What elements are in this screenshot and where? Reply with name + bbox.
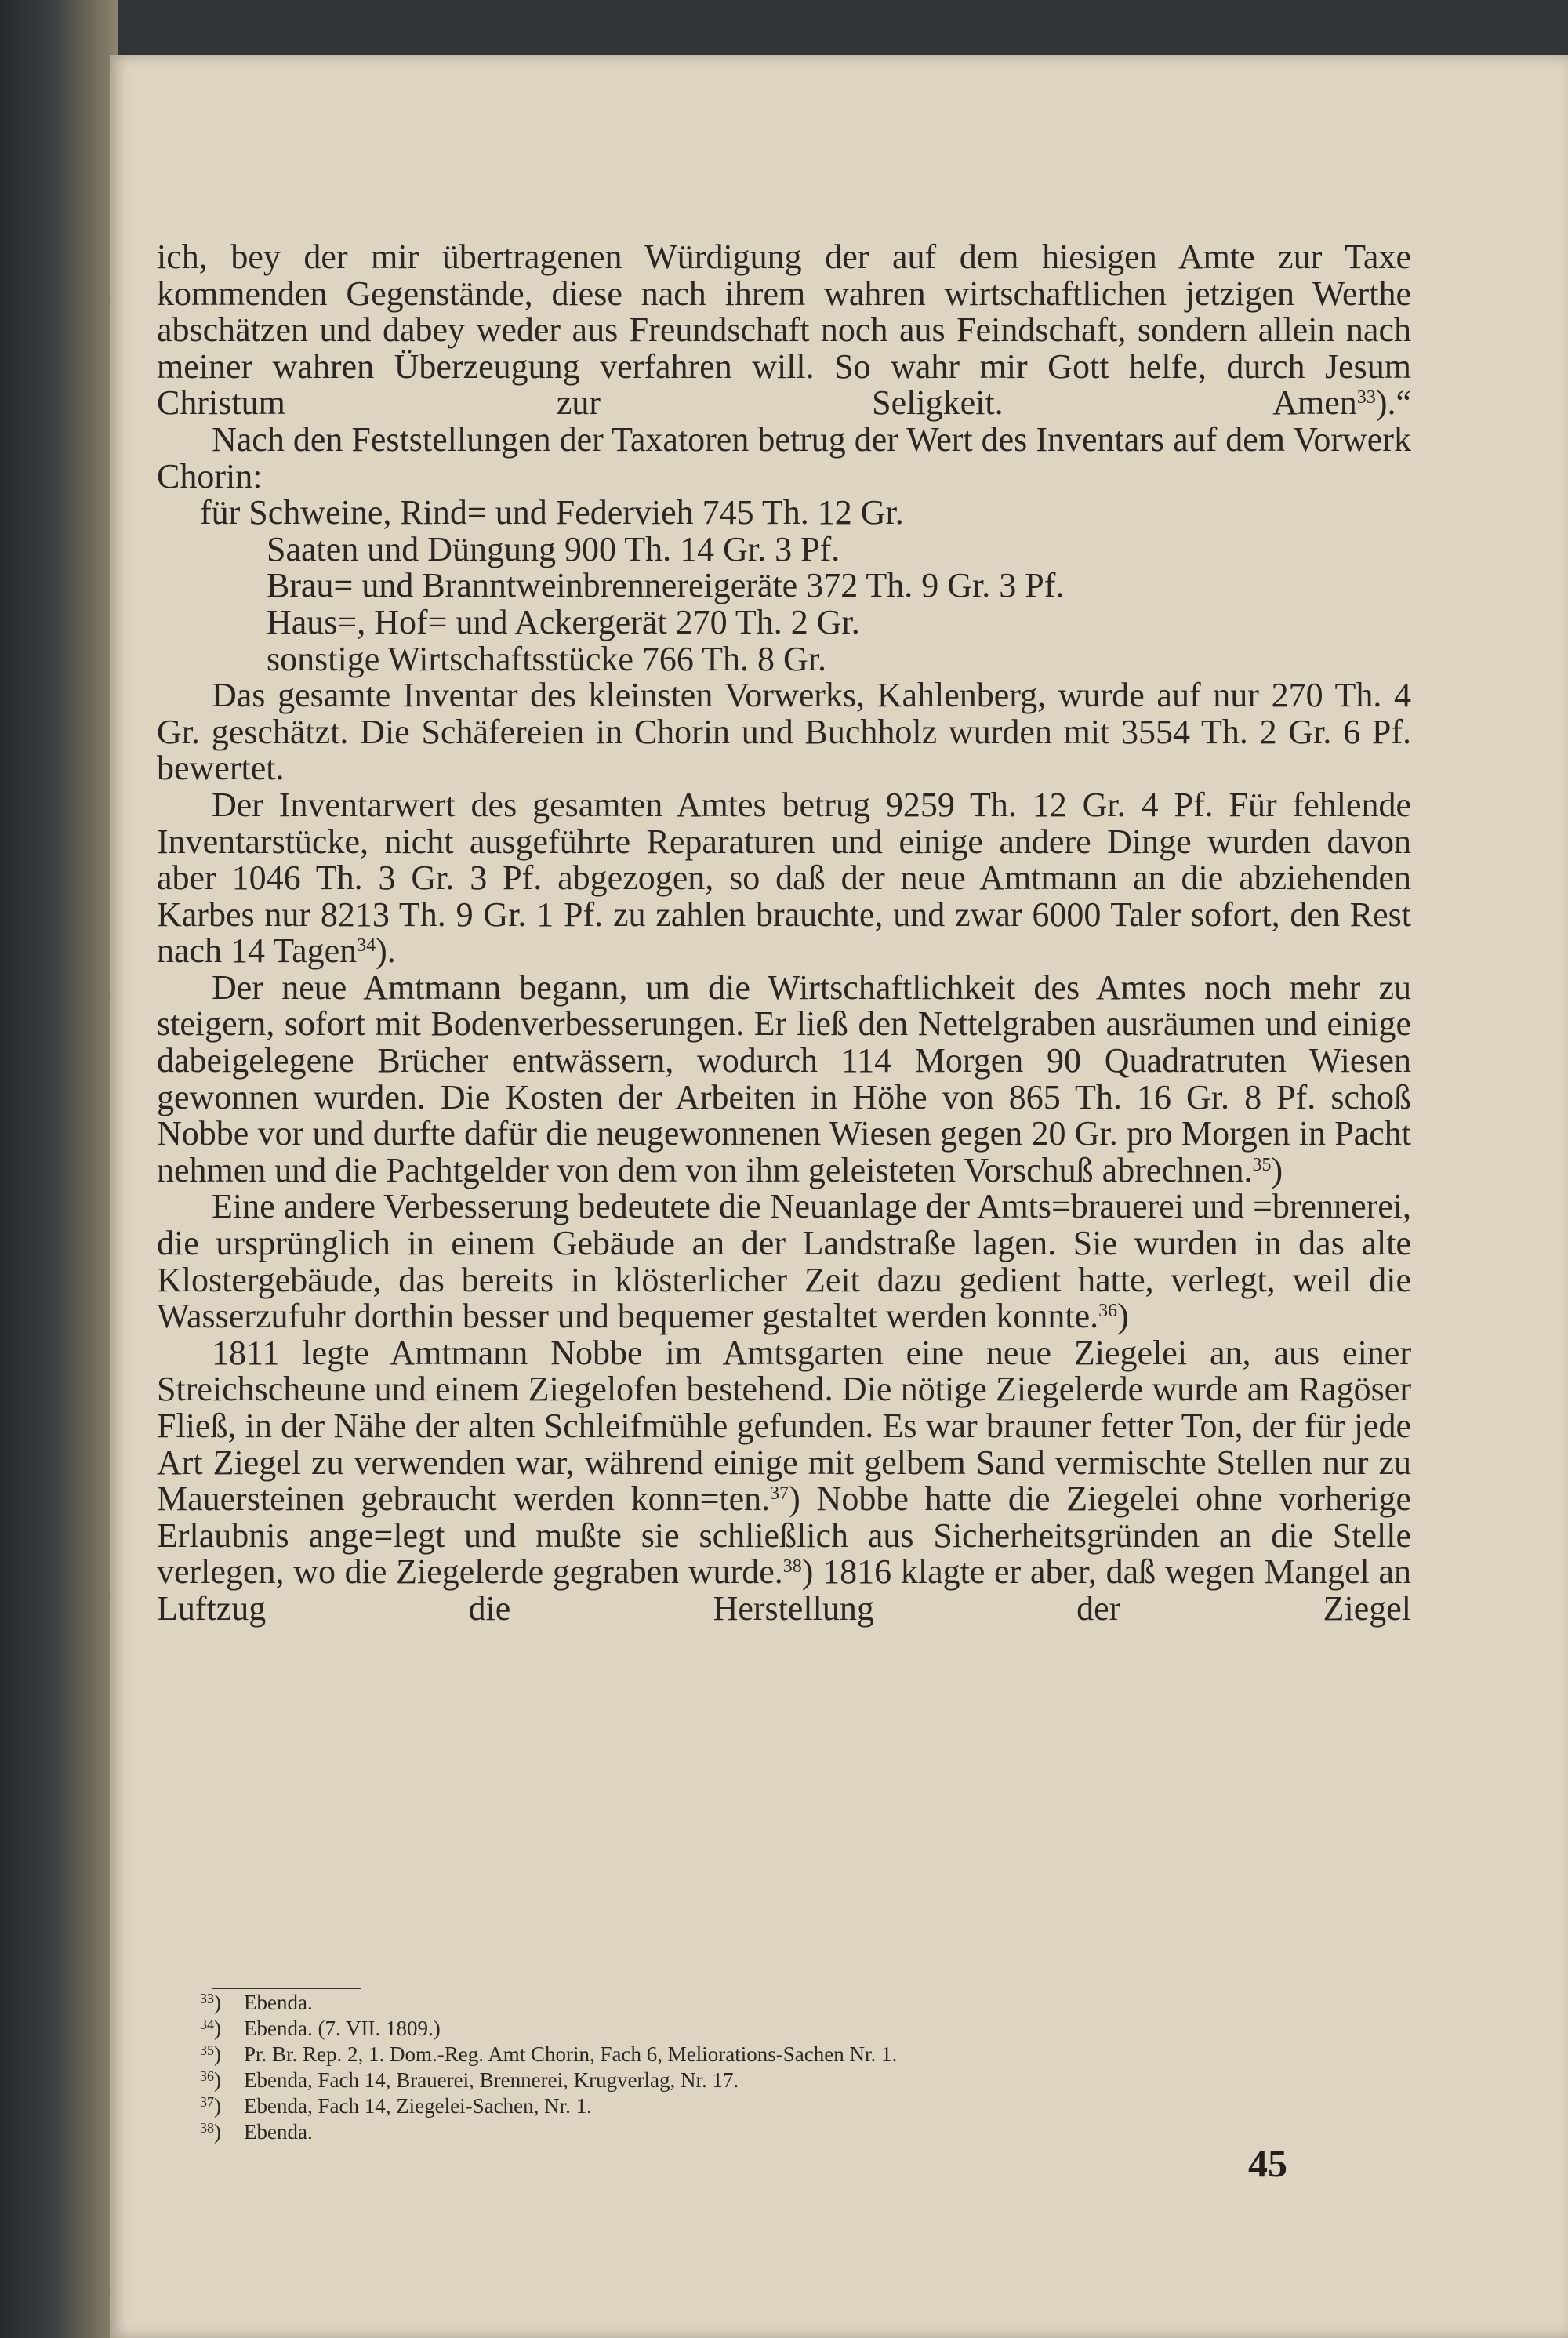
footnote-divider xyxy=(212,1988,361,1989)
footnote-number: 34 xyxy=(200,2017,214,2032)
footnote-ref: 35 xyxy=(1252,1154,1272,1175)
footnote-ref: 34 xyxy=(357,935,376,957)
footnote-ref: 38 xyxy=(782,1556,802,1577)
inventory-line: Saaten und Düngung 900 Th. 14 Gr. 3 Pf. xyxy=(267,529,840,568)
paragraph: ich, bey der mir übertragenen Würdigung der auf dem hiesigen Amte zur Taxe kommenden Gegenstände, diese nach ihrem wahren wirtschaftlichen jetzigen Werthe abschätzen und dabey weder aus Freundschaft noch aus Feindschaft, sondern allein nach meiner wahren Überzeugung verfahren will. So wahr mir Gott helfe, durch Jesum Christum zur Seligkeit. Amen$^{33}$).“ xyxy=(157,238,1411,423)
footnote: $^{37}$) Ebenda, Fach 14, Ziegelei-Sachen, Nr. 1. xyxy=(200,2094,592,2118)
footnote-text: Ebenda. xyxy=(244,1991,313,2014)
inventory-line: Haus=, Hof= und Ackergerät 270 Th. 2 Gr. xyxy=(267,602,860,641)
footnote-number: 36 xyxy=(200,2068,214,2084)
paragraph: Eine andere Verbesserung bedeutete die Neuanlage der Amts=brauerei und =brennerei, die ursprünglich in einem Gebäude an der Landstraße lagen. Sie wurden in das alte Klostergebäude, das bereits in klösterlicher Zeit dazu gedient hatte, verlegt, weil die Wasserzufuhr dorthin besser und bequemer gestaltet werden konnte.$^{36}$) xyxy=(157,1187,1411,1336)
footnote-text: Pr. Br. Rep. 2, 1. Dom.-Reg. Amt Chorin, Fach 6, Meliorations-Sachen Nr. 1. xyxy=(244,2042,898,2066)
paragraph: Der neue Amtmann begann, um die Wirtschaftlichkeit des Amtes noch mehr zu steigern, sofort mit Bodenverbesserungen. Er ließ den Nettelgraben ausräumen und einige dabeigelegene Brücher entwässern, wodurch 114 Morgen 90 Quadratruten Wiesen gewonnen wurden. Die Kosten der Arbeiten in Höhe von 865 Th. 16 Gr. 8 Pf. schoß Nobbe vor und durfte dafür die neugewonnenen Wiesen gegen 20 Gr. pro Morgen in Pacht nehmen und die Pachtgelder von dem von ihm geleisteten Vorschuß abrechnen.$^{35}$) xyxy=(157,968,1411,1189)
footnote-ref: 37 xyxy=(770,1483,789,1505)
footnote-ref: 36 xyxy=(1098,1301,1118,1322)
footnote-ref: 33 xyxy=(1356,387,1376,408)
inventory-line: sonstige Wirtschaftsstücke 766 Th. 8 Gr. xyxy=(267,639,826,678)
paragraph: 1811 legte Amtmann Nobbe im Amtsgarten eine neue Ziegelei an, aus einer Streichscheune und einem Ziegelofen bestehend. Die nötige Ziegelerde wurde am Ragöser Fließ, in der Nähe der alten Schleifmühle gefunden. Es war brauner fetter Ton, der für jede Art Ziegel zu verwenden war, während einige mit gelbem Sand vermischte Stellen nur zu Mauersteinen gebraucht werden konn=ten.$^{37}$) Nobbe hatte die Ziegelei ohne vorherige Erlaubnis ange=legt und mußte sie schließlich aus Sicherheitsgründen an die Stelle verlegen, wo die Ziegelerde gegraben wurde.$^{38}$) 1816 klagte er aber, daß wegen Mangel an Luftzug die Herstellung der Ziegel xyxy=(157,1333,1412,1628)
book-page xyxy=(110,55,1568,2338)
footnote-number: 37 xyxy=(200,2094,214,2110)
footnote-text: Ebenda, Fach 14, Ziegelei-Sachen, Nr. 1. xyxy=(244,2094,592,2118)
footnotes xyxy=(200,1990,1423,2145)
paragraph: Der Inventarwert des gesamten Amtes betrug 9259 Th. 12 Gr. 4 Pf. Für fehlende Inventarstücke, nicht ausgeführte Reparaturen und einige andere Dinge wurden davon aber 1046 Th. 3 Gr. 3 Pf. abgezogen, so daß der neue Amtmann an die abziehenden Karbes nur 8213 Th. 9 Gr. 1 Pf. zu zahlen brauchte, und zwar 6000 Taler sofort, den Rest nach 14 Tagen$^{34}$). xyxy=(157,785,1411,971)
footnote: $^{34}$) Ebenda. (7. VII. 1809.) xyxy=(200,2017,441,2040)
footnote: $^{38}$) Ebenda. xyxy=(200,2120,313,2144)
paragraph: Das gesamte Inventar des kleinsten Vorwerks, Kahlenberg, wurde auf nur 270 Th. 4 Gr. geschätzt. Die Schäfereien in Chorin und Buchholz wurden mit 3554 Th. 2 Gr. 6 Pf. bewertet. xyxy=(157,676,1411,788)
book-binding xyxy=(0,0,118,2338)
inventory-line: Brau= und Branntweinbrennereigeräte 372 Th. 9 Gr. 3 Pf. xyxy=(267,566,1065,605)
footnote: $^{36}$) Ebenda, Fach 14, Brauerei, Brennerei, Krugverlag, Nr. 17. xyxy=(200,2068,739,2092)
footnote-text: Ebenda. (7. VII. 1809.) xyxy=(244,2017,441,2040)
footnote-text: Ebenda, Fach 14, Brauerei, Brennerei, Krugverlag, Nr. 17. xyxy=(244,2068,739,2092)
footnote-number: 38 xyxy=(200,2120,214,2136)
page-number: 45 xyxy=(1248,2141,1287,2185)
footnote-number: 35 xyxy=(200,2042,214,2058)
footnote: $^{33}$) Ebenda. xyxy=(200,1991,313,2014)
footnote: $^{35}$) Pr. Br. Rep. 2, 1. Dom.-Reg. Amt Chorin, Fach 6, Meliorations-Sachen Nr. 1. xyxy=(200,2042,898,2066)
footnote-number: 33 xyxy=(200,1991,214,2006)
body-text xyxy=(157,239,1411,1628)
paragraph: Nach den Feststellungen der Taxatoren betrug der Wert des Inventars auf dem Vorwerk Chorin: xyxy=(157,419,1411,496)
inventory-line: für Schweine, Rind= und Federvieh 745 Th. 12 Gr. xyxy=(200,493,904,532)
footnote-text: Ebenda. xyxy=(244,2120,313,2144)
